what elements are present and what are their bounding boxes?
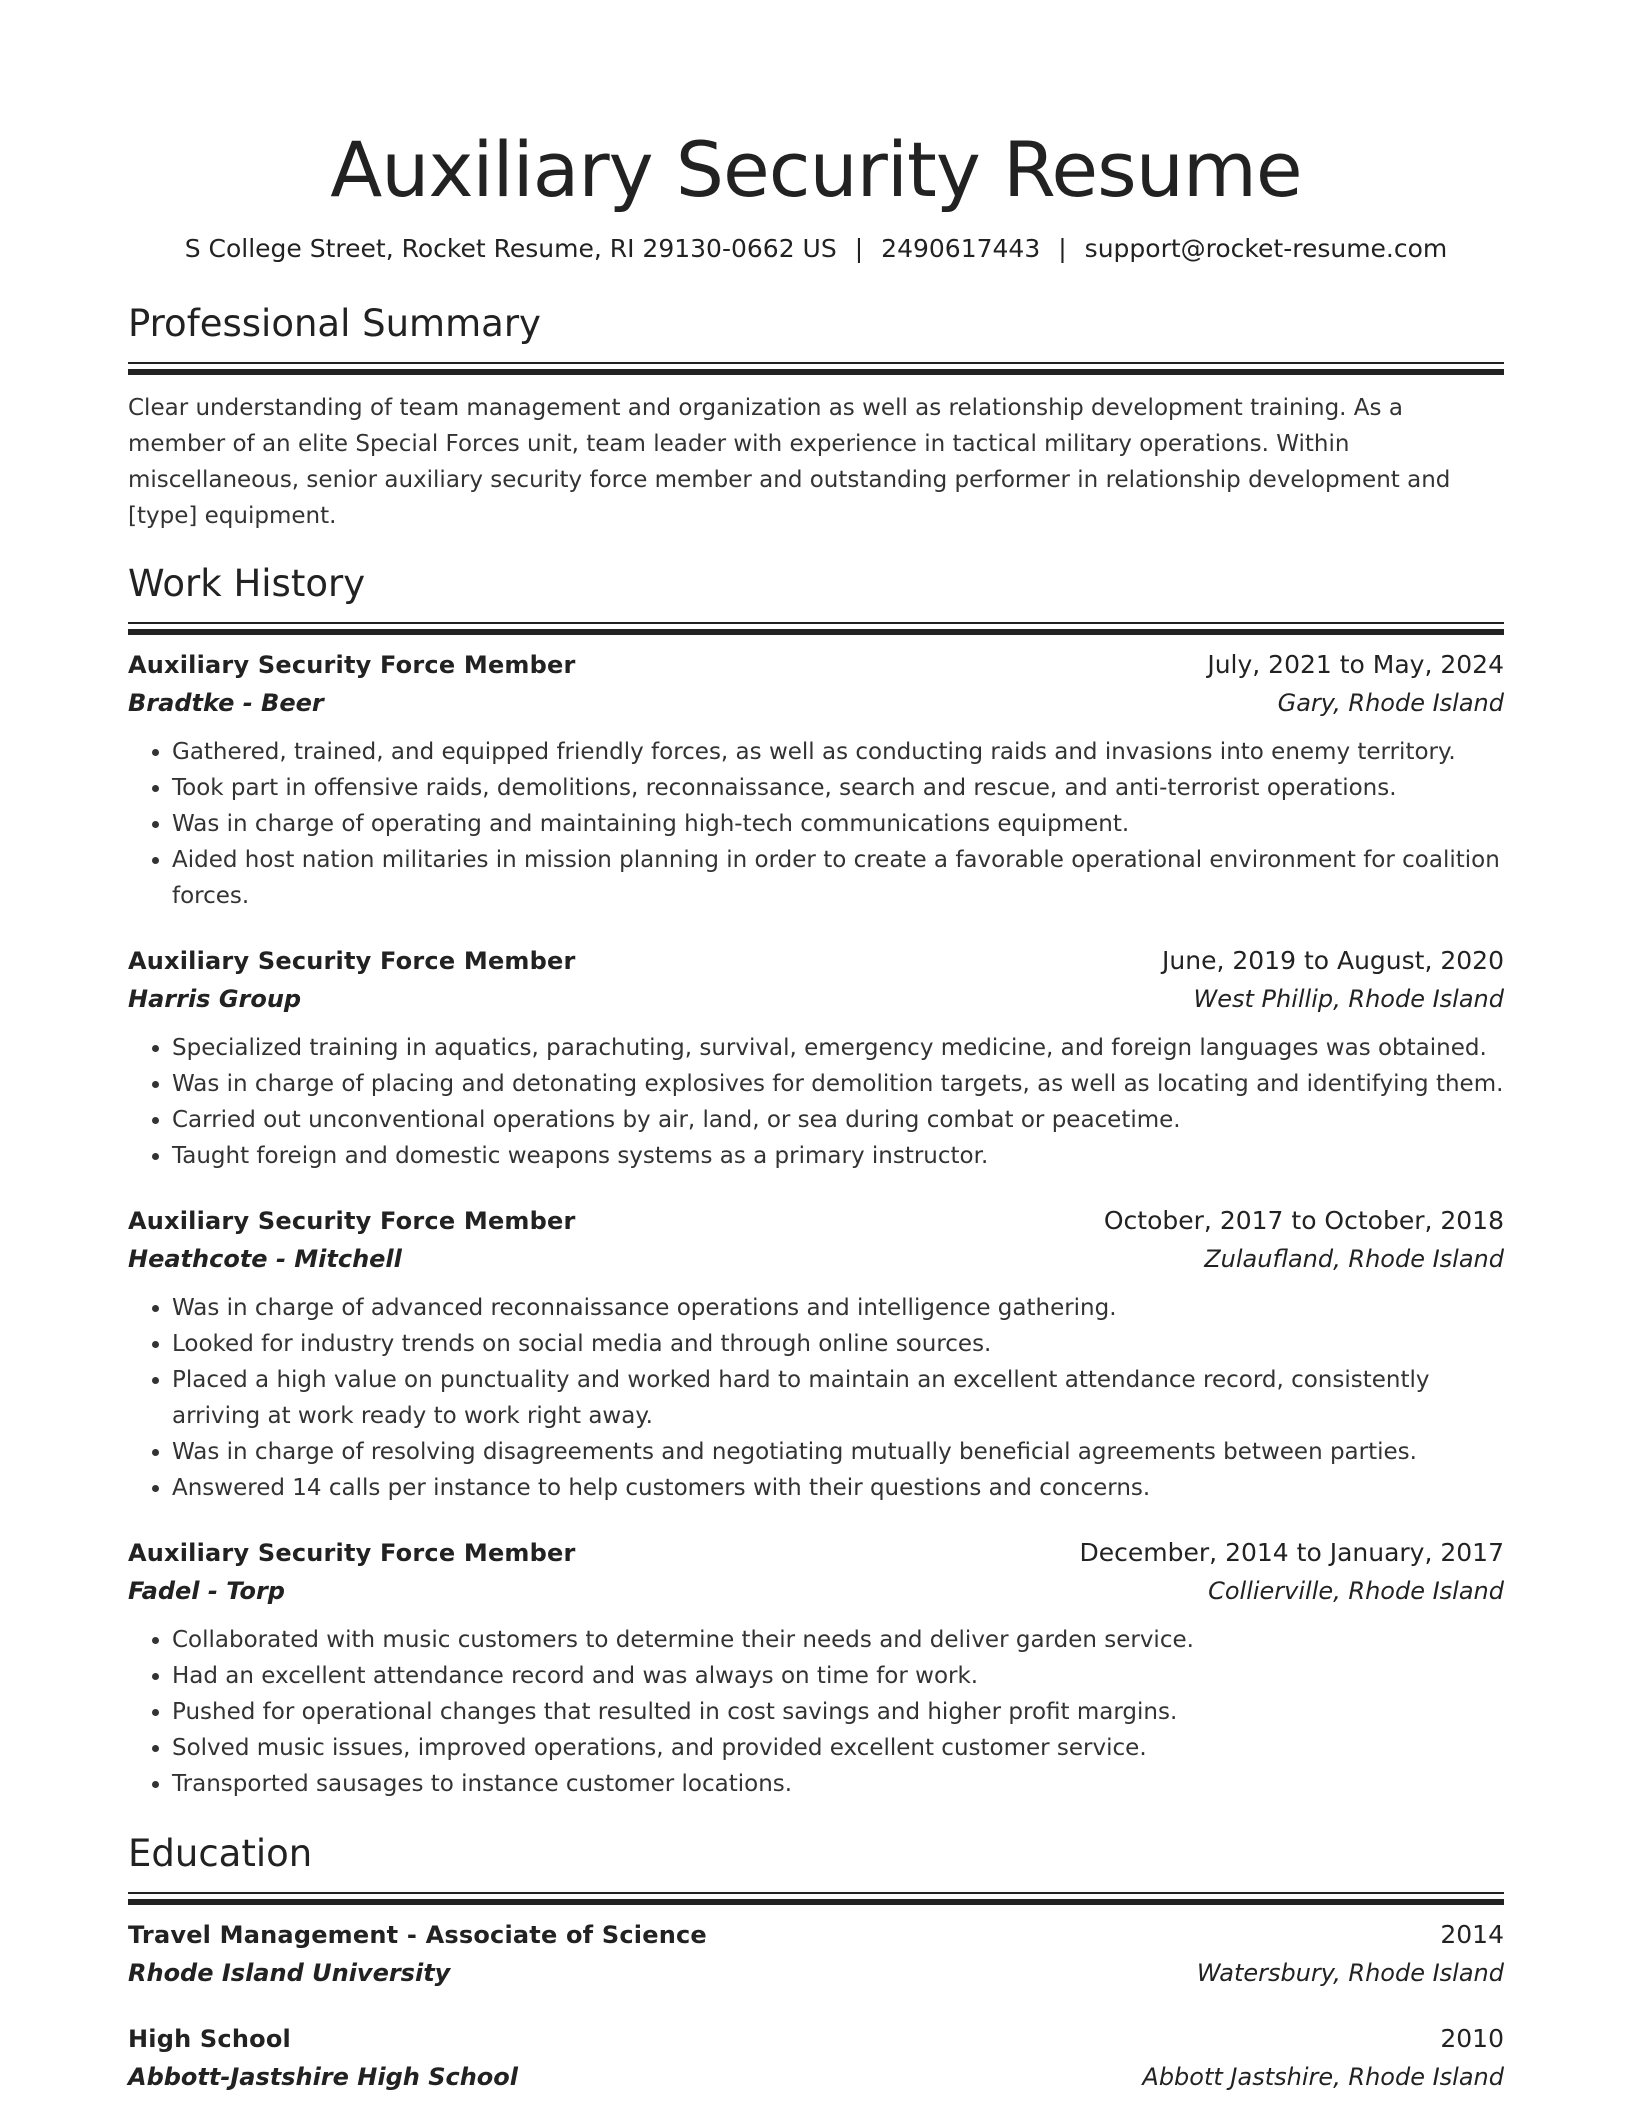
job-company-row	[128, 684, 1504, 722]
job-title: Auxiliary Security Force Member	[128, 1207, 576, 1235]
section-heading-education: Education	[128, 1832, 313, 1875]
job-dates: December, 2014 to January, 2017	[1079, 1538, 1504, 1567]
education-entry	[128, 2020, 1504, 2096]
section-divider	[128, 622, 1504, 624]
job-location: Zulaufland, Rhode Island	[1204, 1245, 1504, 1273]
job-bullet: • Solved music issues, improved operations, and provided excellent customer service.	[172, 1730, 1504, 1766]
education-year: 2010	[1440, 2024, 1504, 2053]
education-school: Rhode Island University	[128, 1959, 451, 1987]
job-company-row	[128, 1572, 1504, 1610]
education-location: Abbott Jastshire, Rhode Island	[1142, 2063, 1504, 2091]
resume-page	[128, 0, 1504, 2124]
job-header-row	[128, 942, 1504, 980]
job-bullets	[128, 1622, 1504, 1802]
contact-separator: |	[1058, 234, 1067, 263]
job-bullet: • Was in charge of advanced reconnaissance operations and intelligence gathering.	[172, 1290, 1504, 1326]
job-bullet: • Took part in offensive raids, demolitions, reconnaissance, search and rescue, and anti-terrorist operations.	[172, 770, 1504, 806]
education-year: 2014	[1440, 1920, 1504, 1949]
job-company: Bradtke - Beer	[128, 689, 324, 717]
job-location: Collierville, Rhode Island	[1208, 1577, 1504, 1605]
job-company: Harris Group	[128, 985, 302, 1013]
job-company-row	[128, 1240, 1504, 1278]
job-bullet: • Taught foreign and domestic weapons systems as a primary instructor.	[172, 1138, 1504, 1174]
job-title: Auxiliary Security Force Member	[128, 1539, 576, 1567]
section-heading-work-history: Work History	[128, 562, 366, 605]
contact-address: S College Street, Rocket Resume, RI 29130-0662 US	[184, 234, 837, 263]
education-degree: High School	[128, 2025, 291, 2053]
job-bullet: • Looked for industry trends on social media and through online sources.	[172, 1326, 1504, 1362]
job-title: Auxiliary Security Force Member	[128, 947, 576, 975]
education-school-row	[128, 2058, 1504, 2096]
job-title: Auxiliary Security Force Member	[128, 651, 576, 679]
job-entry	[128, 942, 1504, 1174]
education-school: Abbott-Jastshire High School	[128, 2063, 519, 2091]
resume-title: Auxiliary Security Resume	[330, 125, 1302, 214]
job-entry	[128, 646, 1504, 914]
job-company: Fadel - Torp	[128, 1577, 285, 1605]
job-bullets	[128, 1030, 1504, 1174]
job-company-row	[128, 980, 1504, 1018]
education-school-row	[128, 1954, 1504, 1992]
job-bullets	[128, 1290, 1504, 1506]
job-location: Gary, Rhode Island	[1277, 689, 1504, 717]
education-section	[128, 1830, 1504, 2096]
job-bullet: • Was in charge of operating and maintaining high-tech communications equipment.	[172, 806, 1504, 842]
job-header-row	[128, 1202, 1504, 1240]
job-header-row	[128, 646, 1504, 684]
job-bullet: • Gathered, trained, and equipped friendly forces, as well as conducting raids and invasions into enemy territory.	[172, 734, 1504, 770]
job-bullet: • Was in charge of resolving disagreements and negotiating mutually beneficial agreements between parties.	[172, 1434, 1504, 1470]
education-degree: Travel Management - Associate of Science	[128, 1921, 707, 1949]
job-company: Heathcote - Mitchell	[128, 1245, 402, 1273]
section-divider	[128, 1892, 1504, 1894]
job-bullet: • Specialized training in aquatics, parachuting, survival, emergency medicine, and foreign languages was obtained.	[172, 1030, 1504, 1066]
job-header-row	[128, 1534, 1504, 1572]
job-bullet: • Had an excellent attendance record and was always on time for work.	[172, 1658, 1504, 1694]
job-dates: October, 2017 to October, 2018	[1103, 1206, 1504, 1235]
work-history-section	[128, 560, 1504, 1802]
education-header-row	[128, 2020, 1504, 2058]
education-list	[128, 1916, 1504, 2096]
contact-email[interactable]: support@rocket-resume.com	[1084, 234, 1448, 263]
job-bullet: • Aided host nation militaries in mission planning in order to create a favorable operational environment for coalition forces.	[172, 842, 1504, 914]
summary-text: Clear understanding of team management and organization as well as relationship development training. As a member of an elite Special Forces unit, team leader with experience in tactical military operations. Within miscellaneous, senior auxiliary security force member and outstanding performer in relationship development and [type] equipment.	[128, 395, 1451, 529]
education-header-row	[128, 1916, 1504, 1954]
education-entry	[128, 1916, 1504, 1992]
job-bullet: • Was in charge of placing and detonating explosives for demolition targets, as well as locating and identifying them.	[172, 1066, 1504, 1102]
section-divider	[128, 362, 1504, 364]
section-heading-summary: Professional Summary	[128, 302, 541, 345]
job-bullet: • Collaborated with music customers to determine their needs and deliver garden service.	[172, 1622, 1504, 1658]
job-bullets	[128, 734, 1504, 914]
job-bullet: • Answered 14 calls per instance to help customers with their questions and concerns.	[172, 1470, 1504, 1506]
job-bullet: • Carried out unconventional operations by air, land, or sea during combat or peacetime.	[172, 1102, 1504, 1138]
education-location: Watersbury, Rhode Island	[1196, 1959, 1504, 1987]
job-bullet: • Placed a high value on punctuality and worked hard to maintain an excellent attendance record, consistently arriving at work ready to work right away.	[172, 1362, 1504, 1434]
summary-section	[128, 300, 1504, 534]
job-entry	[128, 1202, 1504, 1506]
contact-phone: 2490617443	[881, 234, 1041, 263]
contact-separator: |	[854, 234, 864, 263]
job-dates: June, 2019 to August, 2020	[1162, 946, 1504, 975]
job-dates: July, 2021 to May, 2024	[1207, 650, 1504, 679]
job-bullet: • Pushed for operational changes that resulted in cost savings and higher profit margins.	[172, 1694, 1504, 1730]
job-list	[128, 646, 1504, 1802]
contact-line	[128, 232, 1504, 266]
job-entry	[128, 1534, 1504, 1802]
job-bullet: • Transported sausages to instance customer locations.	[172, 1766, 1504, 1802]
job-location: West Phillip, Rhode Island	[1193, 985, 1504, 1013]
